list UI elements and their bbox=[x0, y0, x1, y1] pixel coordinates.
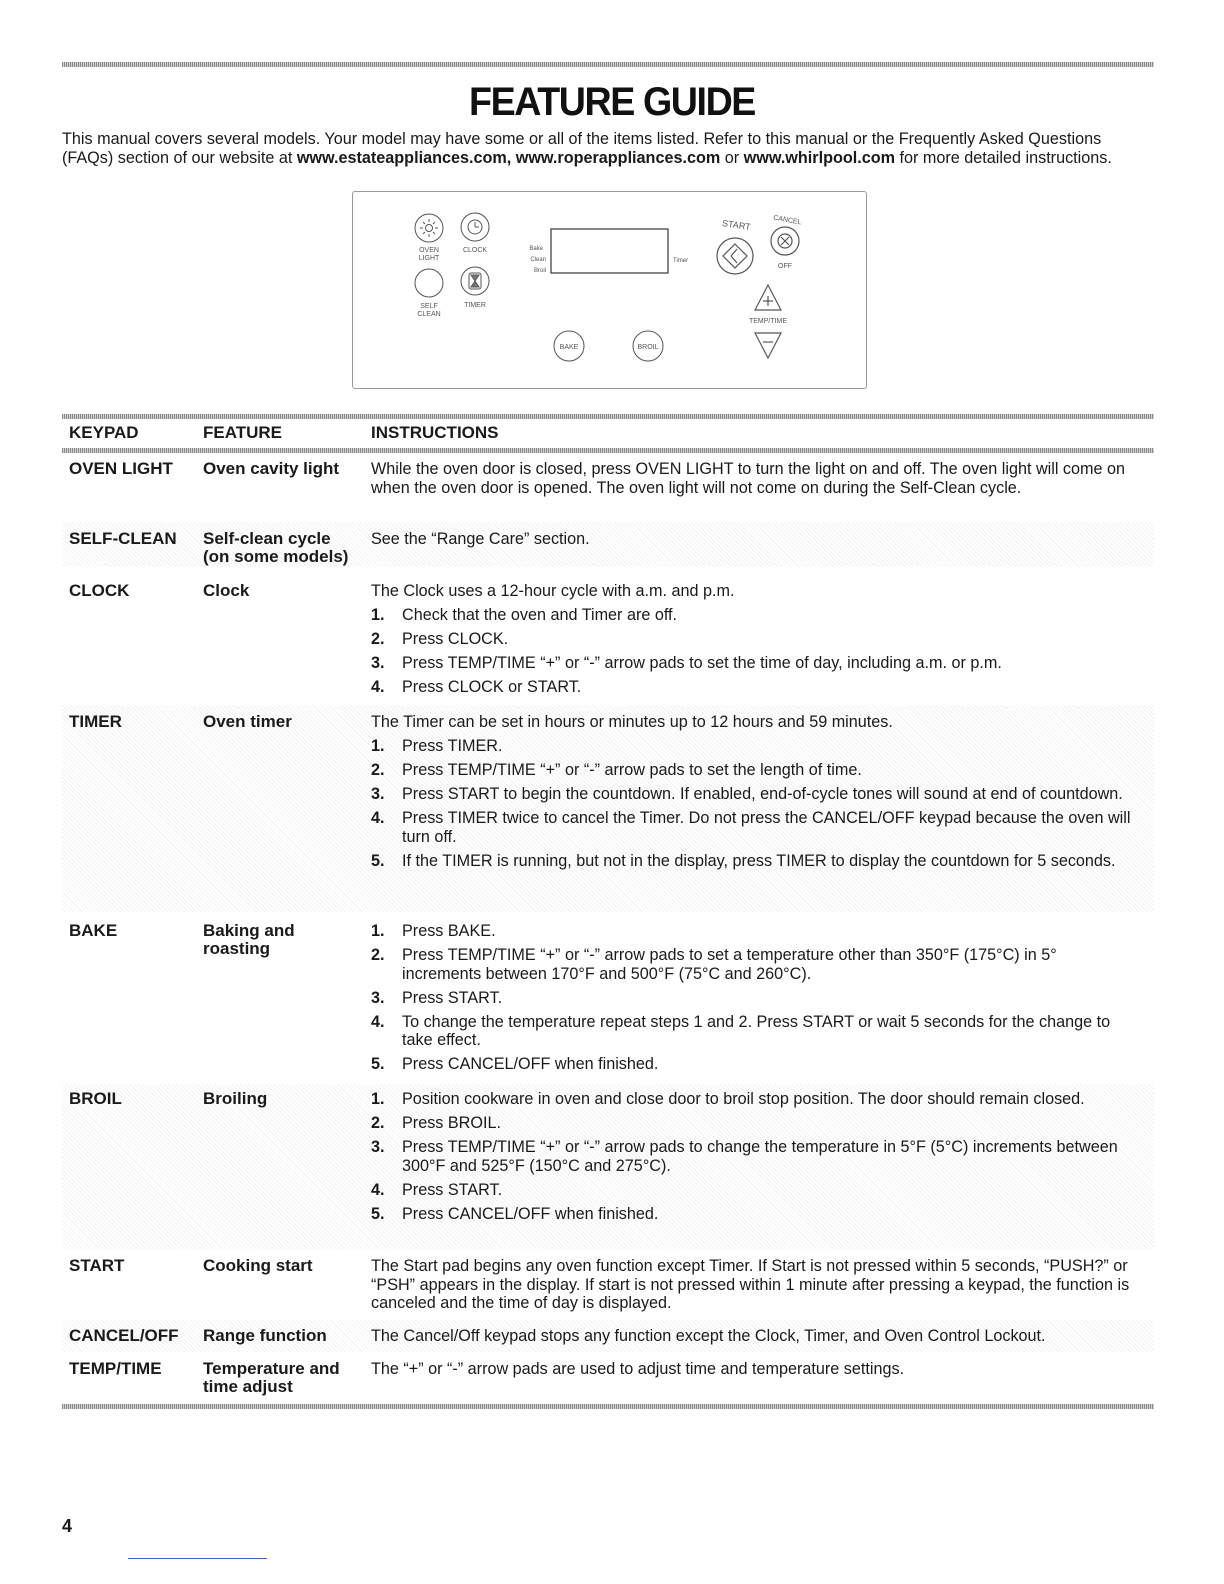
start-keypad bbox=[717, 218, 753, 274]
header-feature: FEATURE bbox=[203, 423, 283, 442]
instruction-text: The Start pad begins any oven function except Timer. If Start is not pressed within 5 seconds, “PUSH?” or “PSH” appears in the display. If start is not pressed within 1 minute after pressing a keypad, the function is canceled and the time of day is displayed. bbox=[371, 1257, 1130, 1312]
table-row bbox=[62, 705, 1154, 912]
table-row bbox=[62, 455, 1154, 520]
top-rule bbox=[62, 62, 1154, 67]
keypad-name: CANCEL/OFF bbox=[69, 1326, 179, 1345]
instruction-step: 2. Press TEMP/TIME “+” or “-” arrow pads to set the length of time. bbox=[371, 761, 862, 779]
website-links: www.estateappliances.com, www.roperappliances.com bbox=[296, 149, 721, 167]
oven-light-keypad bbox=[415, 214, 443, 262]
instruction-step: 4. Press START. bbox=[371, 1180, 503, 1199]
svg-text:TIMER: TIMER bbox=[464, 302, 486, 309]
feature-name: Broiling bbox=[203, 1089, 268, 1108]
header-rule bbox=[62, 448, 1154, 453]
instruction-block bbox=[371, 1090, 1131, 1229]
clock-keypad bbox=[461, 213, 489, 254]
keypad-name: TIMER bbox=[69, 712, 122, 731]
sun-icon bbox=[420, 219, 438, 237]
keypad-name: START bbox=[69, 1256, 125, 1275]
feature-name: Range function bbox=[203, 1326, 327, 1345]
instruction-text: The Timer can be set in hours or minutes up to 12 hours and 59 minutes. bbox=[371, 713, 893, 731]
instruction-step: 1. Check that the oven and Timer are off. bbox=[371, 606, 678, 624]
control-panel-diagram bbox=[352, 191, 867, 389]
svg-text:START: START bbox=[721, 218, 752, 232]
instruction-step: 2. Press BROIL. bbox=[371, 1114, 501, 1132]
svg-text:CANCEL: CANCEL bbox=[772, 214, 802, 227]
instruction-text: See the “Range Care” section. bbox=[371, 530, 590, 548]
feature-name: Oven timer bbox=[203, 712, 292, 731]
header-instructions: INSTRUCTIONS bbox=[371, 423, 499, 442]
plus-icon bbox=[763, 296, 773, 306]
svg-text:CLOCK: CLOCK bbox=[462, 247, 488, 254]
instruction-step: 5. If the TIMER is running, but not in the display, press TIMER to display the countdown for 5 seconds. bbox=[371, 851, 1116, 870]
feature-name: Baking and roasting bbox=[203, 921, 295, 958]
keypad-name: BAKE bbox=[69, 921, 118, 940]
svg-text:SELF: SELF bbox=[420, 303, 438, 310]
display-window bbox=[529, 229, 688, 274]
cancel-x-icon bbox=[778, 234, 792, 248]
hourglass-icon bbox=[469, 273, 481, 289]
instruction-step: 1. Press TIMER. bbox=[371, 737, 503, 755]
table-row bbox=[62, 915, 1154, 1083]
instruction-step: 1. Position cookware in oven and close door to broil stop position. The door should remain closed. bbox=[371, 1090, 1085, 1108]
cancel-off-keypad bbox=[771, 215, 802, 270]
svg-text:TEMP/TIME: TEMP/TIME bbox=[748, 318, 788, 325]
keypad-name: OVEN LIGHT bbox=[69, 459, 173, 478]
footer-line bbox=[128, 1558, 267, 1559]
feature-name: Clock bbox=[203, 581, 250, 600]
table-top-rule bbox=[62, 414, 1154, 419]
temp-up-keypad bbox=[755, 285, 781, 310]
instruction-step: 5. Press CANCEL/OFF when finished. bbox=[371, 1204, 659, 1223]
table-row bbox=[62, 1320, 1154, 1352]
svg-text:BAKE: BAKE bbox=[559, 344, 579, 351]
broil-keypad bbox=[633, 331, 663, 361]
keypad-name: TEMP/TIME bbox=[69, 1359, 162, 1378]
instruction-block bbox=[371, 582, 1131, 702]
feature-name: Oven cavity light bbox=[203, 459, 340, 478]
feature-name: Cooking start bbox=[203, 1256, 313, 1275]
table-row bbox=[62, 1251, 1154, 1318]
table-bottom-rule bbox=[62, 1404, 1154, 1409]
instruction-step: 4. Press CLOCK or START. bbox=[371, 678, 582, 696]
table-row bbox=[62, 572, 1154, 702]
instruction-step: 3. Press START. bbox=[371, 988, 503, 1007]
svg-text:BROIL: BROIL bbox=[637, 344, 659, 351]
instruction-step: 3. Press TEMP/TIME “+” or “-” arrow pads to set the time of day, including a.m. or p.m. bbox=[371, 654, 1002, 672]
instruction-step: 4. To change the temperature repeat steps 1 and 2. Press START or wait 5 seconds for the change to take effect. bbox=[371, 1012, 1111, 1049]
header-keypad: KEYPAD bbox=[69, 423, 139, 442]
instruction-step: 2. Press TEMP/TIME “+” or “-” arrow pads to set a temperature other than 350°F (175°C) in 5° increments between 170°F and 500°F (75°C and 260°C). bbox=[371, 946, 1057, 983]
svg-text:Broil: Broil bbox=[533, 268, 546, 274]
keypad-name: BROIL bbox=[69, 1089, 122, 1108]
table-row bbox=[62, 1084, 1154, 1249]
instruction-text: The Clock uses a 12-hour cycle with a.m. and p.m. bbox=[371, 582, 735, 600]
page-number: 4 bbox=[62, 1516, 73, 1536]
timer-keypad bbox=[461, 267, 489, 309]
instruction-text: The “+” or “-” arrow pads are used to adjust time and temperature settings. bbox=[371, 1360, 905, 1378]
instruction-step: 5. Press CANCEL/OFF when finished. bbox=[371, 1055, 659, 1073]
instruction-text: While the oven door is closed, press OVEN LIGHT to turn the light on and off. The oven light will come on when the oven door is opened. The oven light will not come on during the Self-Clean cycle. bbox=[371, 460, 1126, 497]
svg-text:LIGHT: LIGHT bbox=[418, 255, 440, 262]
instruction-block bbox=[371, 713, 1131, 876]
keypad-name: CLOCK bbox=[69, 581, 130, 600]
instruction-step: 3. Press TEMP/TIME “+” or “-” arrow pads to change the temperature in 5°F (5°C) increments between 300°F and 525°F (150°C and 275°C). bbox=[371, 1138, 1118, 1175]
instruction-step: 2. Press CLOCK. bbox=[371, 630, 509, 648]
svg-text:CLEAN: CLEAN bbox=[417, 311, 441, 318]
instruction-step: 1. Press BAKE. bbox=[371, 922, 496, 940]
svg-text:OFF: OFF bbox=[778, 263, 792, 270]
instruction-block bbox=[371, 922, 1131, 1079]
keypad-name: SELF-CLEAN bbox=[69, 529, 177, 548]
instruction-text: The Cancel/Off keypad stops any function except the Clock, Timer, and Oven Control Lockout. bbox=[371, 1327, 1046, 1345]
start-diamond-icon bbox=[723, 244, 747, 268]
svg-text:Bake: Bake bbox=[529, 246, 543, 252]
feature-name: Self-clean cycle (on some models) bbox=[203, 529, 349, 566]
page-title: FEATURE GUIDE bbox=[469, 80, 755, 124]
svg-text:OVEN: OVEN bbox=[419, 247, 439, 254]
temp-down-keypad bbox=[755, 333, 781, 358]
feature-name: Temperature and time adjust bbox=[203, 1359, 340, 1396]
self-clean-keypad bbox=[415, 269, 443, 318]
table-row bbox=[62, 1354, 1154, 1402]
instruction-step: 4. Press TIMER twice to cancel the Timer. Do not press the CANCEL/OFF keypad because the oven will turn off. bbox=[371, 809, 1131, 846]
svg-text:Clean: Clean bbox=[530, 257, 546, 263]
svg-text:Timer: Timer bbox=[673, 258, 689, 264]
table-row bbox=[62, 522, 1154, 567]
instruction-step: 3. Press START to begin the countdown. If enabled, end-of-cycle tones will sound at end of countdown. bbox=[371, 785, 1123, 803]
clock-icon bbox=[468, 220, 482, 234]
bake-keypad bbox=[554, 331, 584, 361]
intro-paragraph: This manual covers several models. Your model may have some or all of the items listed. Refer to this manual or the Frequently Asked Questions (FAQs) section of our website at www.estateappliances.com, www.roperappliances.com or www.whirlpool.com for more detailed instructions. bbox=[62, 130, 1112, 167]
website-link-whirlpool: www.whirlpool.com bbox=[743, 149, 896, 167]
